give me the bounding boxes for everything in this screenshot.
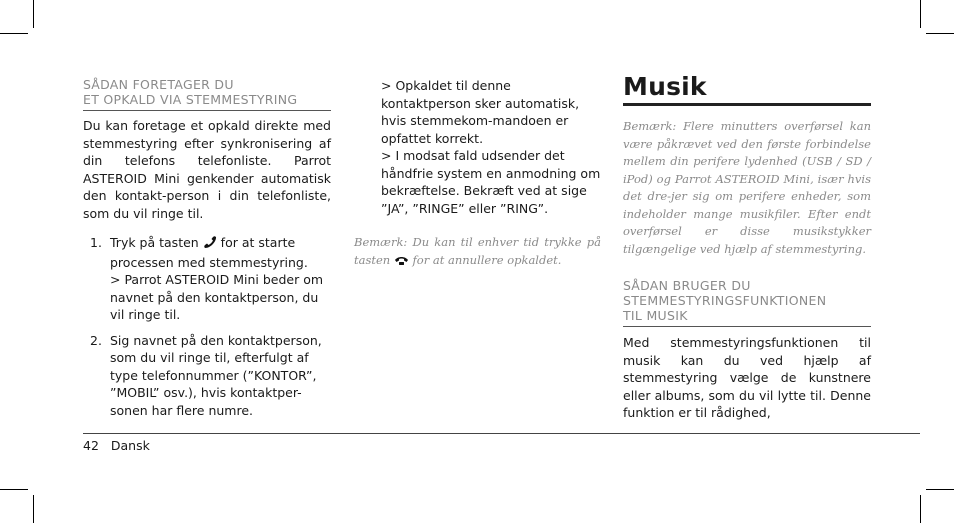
note-text: Bemærk: Du kan til enhver tid trykke på tasten <box>354 235 601 267</box>
left-column <box>83 77 331 419</box>
crop-mark <box>0 33 28 34</box>
page-number: 42 <box>83 438 99 453</box>
result-text: > Opkaldet til denne kontaktperson sker automatisk, hvis stemmekom-mandoen er opfattet korrekt. <box>381 78 580 146</box>
heading-line: ET OPKALD VIA STEMMESTYRING <box>83 92 298 107</box>
intro-paragraph: Du kan foretage et opkald direkte med stemmestyring efter synkronisering af din telefons telefonliste. Parrot ASTEROID Mini genkender automatisk den kontakt-person i din telefonliste, som du vil ringe til. <box>83 118 331 221</box>
heading-line: SÅDAN BRUGER DU <box>623 278 751 293</box>
heading-line: TIL MUSIK <box>623 308 688 323</box>
middle-column <box>354 77 601 271</box>
footer <box>83 438 158 453</box>
note-paragraph: Bemærk: Flere minutters overførsel kan være påkrævet ved den første forbindelse mellem din perifere lydenhed (USB / SD / iPod) og Parrot ASTEROID Mini, især hvis det dre-jer sig om perifere enheder, som indeholder mange musikfiler. Efter endt overførsel er disse musikstykker tilgængelige ved hjælp af stemmestyring. <box>623 119 871 256</box>
phone-handset-icon <box>203 236 217 254</box>
heading-line: SÅDAN FORETAGER DU <box>83 77 234 92</box>
crop-mark <box>33 495 34 523</box>
step-result: > Parrot ASTEROID Mini beder om navnet på den kontaktperson, du vil ringe til. <box>110 272 324 322</box>
step-number: 1. <box>90 235 102 250</box>
note-paragraph <box>354 234 601 271</box>
crop-mark <box>926 489 954 490</box>
step-text: for at starte processen med stemmestyring. <box>110 235 308 270</box>
crop-mark <box>926 33 954 34</box>
step-text: Tryk på tasten <box>110 235 199 250</box>
crop-mark <box>0 489 28 490</box>
section-heading <box>623 278 871 327</box>
body-paragraph: Med stemmestyringsfunktionen til musik kan du ved hjælp af stemmestyring vælge de kunstnere eller albums, som du vil lytte til. Denne funktion er til rådighed, <box>623 335 871 420</box>
list-item <box>83 234 331 324</box>
crop-mark <box>920 495 921 523</box>
steps-list <box>83 234 331 419</box>
crop-mark <box>33 0 34 28</box>
step-number: 2. <box>90 332 102 348</box>
right-column <box>623 72 871 422</box>
result-text: > I modsat fald udsender det håndfrie system en anmodning om bekræftelse. Bekræft ved at sige ”JA”, ”RINGE” eller ”RING”. <box>381 148 601 216</box>
section-heading <box>83 77 331 111</box>
language-label: Dansk <box>110 438 150 453</box>
heading-line: STEMMESTYRINGSFUNKTIONEN <box>623 293 827 308</box>
page-title: Musik <box>623 72 871 106</box>
crop-mark <box>920 0 921 28</box>
step-text: Sig navnet på den kontaktperson, som du vil ringe til, efterfulgt af type telefonnummer (”KONTOR”, ”MOBIL” osv.), hvis kontaktper-sonen har flere numre. <box>110 332 322 418</box>
note-text: for at annullere opkaldet. <box>412 252 562 267</box>
phone-hangup-icon <box>394 254 409 272</box>
list-item <box>83 332 331 420</box>
footer-divider <box>83 433 920 434</box>
